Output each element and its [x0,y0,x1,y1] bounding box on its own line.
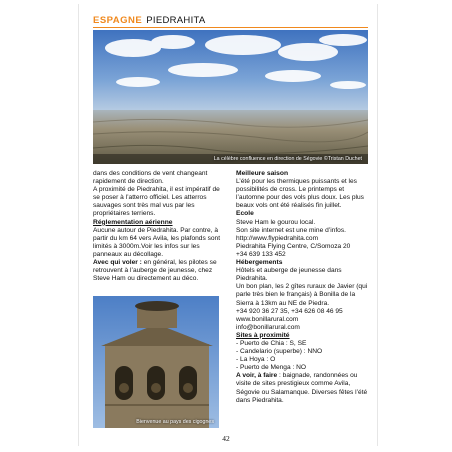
todo-label: A voir, à faire [236,372,278,380]
with-whom-label: Avec qui voler : [93,259,142,267]
school-heading: Ecole [236,210,254,218]
page-header [93,13,206,27]
nearby-site-item: - La Hoya : O [236,356,276,364]
aerial-regulation-text: Aucune autour de Piedrahita. Par contre, à partir du km 64 vers Avila, les plafonds sont limités à 3000m.Voir les infos sur les panneaux au décollage. [93,226,221,258]
landscape-photo [93,30,368,164]
school-line-2: Son site internet est une mine d’infos. [236,226,346,234]
lodging-line-2: Un bon plan, les 2 gîtes ruraux de Javier (qui parle très bien le français) à Bonilla de la Sierra à 13km au NE de Piedra. [236,283,368,307]
lodging-heading: Hébergements [236,259,283,267]
landscape-caption: La célèbre confluence en direction de Ségovie ©Tristan Duchet [213,156,362,162]
school-address: Piedrahita Flying Centre, C/Somoza 20 [236,242,351,250]
school-phone: +34 639 133 452 [236,250,286,258]
school-line-1: Steve Ham le gourou local. [236,218,316,226]
page-number: 42 [222,434,230,443]
lodging-phones: +34 920 36 27 35, +34 626 08 46 95 [236,307,343,315]
best-season-text: L’été pour les thermiques puissants et les possibilités de cross. Le printemps et l’automne pour des vols plus doux. Les plus beaux vols ont été réalisés fin juillet. [236,178,364,210]
bell-tower-illustration [93,296,219,428]
with-whom-paragraph [93,259,225,283]
nearby-site-item: - Puerto de Chia : S, SE [236,339,307,347]
left-column [93,170,225,283]
header-country: ESPAGNE [93,14,143,26]
lodging-line-1: Hôtels et auberge de jeunesse dans Piedrahita. [236,267,342,283]
conditions-paragraph: dans des conditions de vent changeant rapidement de direction. [93,170,208,186]
landing-paragraph: A proximité de Piedrahita, il est impératif de se poser à l’atterro officiel. Les atterros sauvages sont très mal vus par les propriétaires terriens. [93,186,220,218]
header-town: PIEDRAHITA [146,14,206,26]
header-rule [93,27,368,28]
lodging-email-link[interactable]: info@bonillarural.com [236,323,300,331]
with-whom-text: en général, les pilotes se retrouvent à l’auberge de jeunesse, chez Steve Ham ou directement au déco. [93,259,217,283]
nearby-sites-heading: Sites à proximité [236,331,290,339]
nearby-site-item: - Candelario (superbe) : NNO [236,348,323,356]
landscape-illustration [93,30,368,164]
bell-tower-caption: Bienvenue au pays des cigognes [136,419,214,425]
best-season-heading: Meilleure saison [236,170,289,177]
aerial-regulation-heading: Réglementation aérienne [93,218,173,226]
right-column [236,170,370,405]
todo-text: : baignade, randonnées ou visite de sites prestigieux comme Avila, Ségovie ou Salamanque. Diverses fêtes l’été dans Piedrahita. [236,372,368,404]
school-website-link[interactable]: http://www.flypiedrahita.com [236,234,319,242]
lodging-website-link[interactable]: www.bonillarural.com [236,315,299,323]
nearby-site-item: - Puerto de Menga : NO [236,364,307,372]
bell-tower-photo [93,296,219,428]
todo-paragraph [236,372,370,404]
